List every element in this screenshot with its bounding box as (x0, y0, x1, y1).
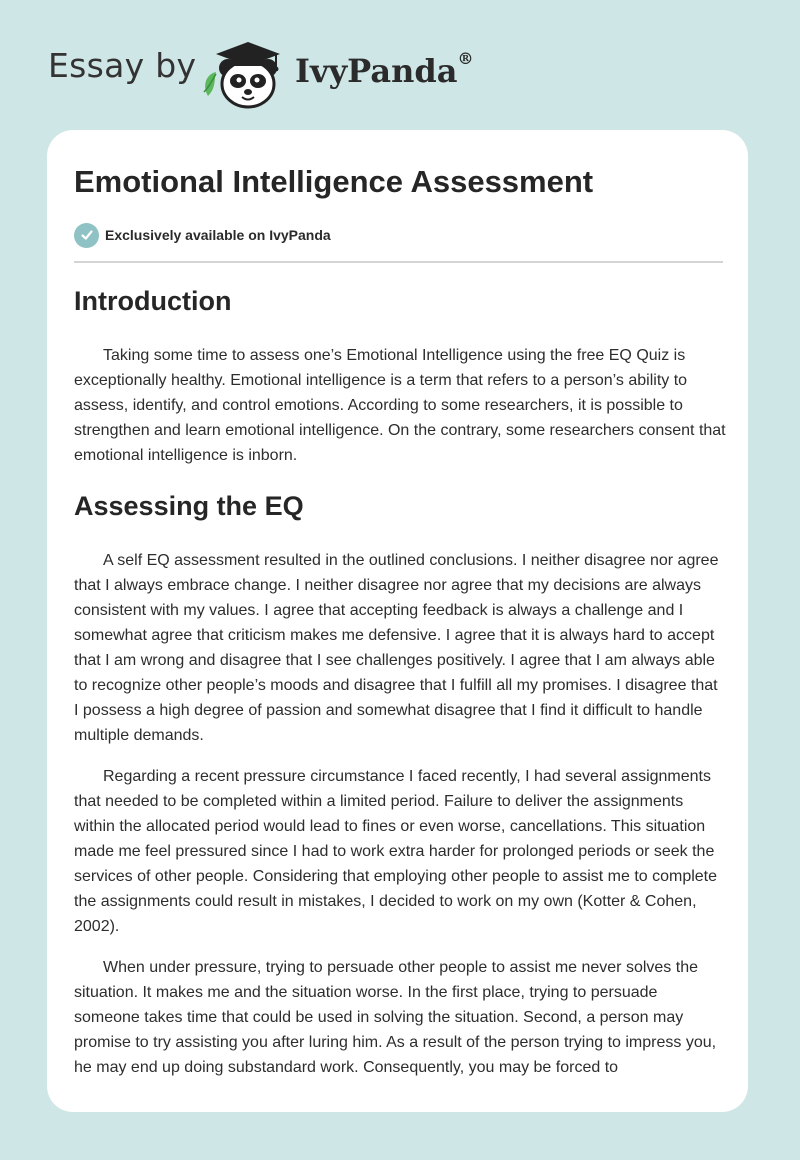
paragraph: When under pressure, trying to persuade other people to assist me never solves the situation. It makes me and the situation worse. In the first place, trying to persuade someone takes time that could be used in solving the situation. Second, a person may promise to try assisting you after luring him. As a result of the person trying to impress you, he may end up doing substandard work. Consequently, you may be forced to (74, 959, 717, 1076)
essay-by-label: Essay by (48, 46, 197, 85)
paragraph: Regarding a recent pressure circumstance I faced recently, I had several assignments that needed to be completed within a limited period. Failure to deliver the assignments within the allocated period would lead to fines or even worse, cancellations. This situation made me feel pressured since I had to work extra harder for prolonged periods or seek the services of other people. Considering that employing other people to assist me to complete the assignments could result in mistakes, I decided to work on my own (Kotter & Cohen, 2002). (74, 768, 718, 935)
paragraph: A self EQ assessment resulted in the outlined conclusions. I neither disagree nor agree that I always embrace change. I neither disagree nor agree that my decisions are always consistent with my values. I agree that accepting feedback is always a challenge and I somewhat agree that criticism makes me defensive. I agree that it is always hard to accept that I am wrong and disagree that I see challenges positively. I agree that I am always able to recognize other people’s moods and disagree that I fulfill all my promises. I disagree that I possess a high degree of passion and somewhat disagree that I find it difficult to handle multiple demands. (74, 552, 719, 744)
panda-graduate-icon (198, 34, 294, 110)
essay-body (74, 281, 726, 1080)
divider (74, 261, 723, 263)
check-icon (74, 223, 99, 248)
section-heading-introduction: Introduction (74, 286, 232, 316)
exclusive-badge (74, 222, 331, 248)
essay-card (47, 130, 748, 1112)
registered-mark: ® (457, 49, 474, 69)
brand-name[interactable]: IvyPanda® (295, 49, 474, 90)
ivypanda-logo[interactable] (198, 34, 294, 110)
exclusive-badge-text: Exclusively available on IvyPanda (105, 227, 331, 243)
page-title: Emotional Intelligence Assessment (74, 164, 594, 199)
paragraph: Taking some time to assess one’s Emotional Intelligence using the free EQ Quiz is exceptionally healthy. Emotional intelligence is a term that refers to a person’s ability to assess, identify, and control emotions. According to some researchers, it is possible to strengthen and learn emotional intelligence. On the contrary, some researchers consent that emotional intelligence is inborn. (74, 347, 726, 464)
site-header (0, 0, 800, 130)
section-heading-assessing: Assessing the EQ (74, 491, 304, 521)
